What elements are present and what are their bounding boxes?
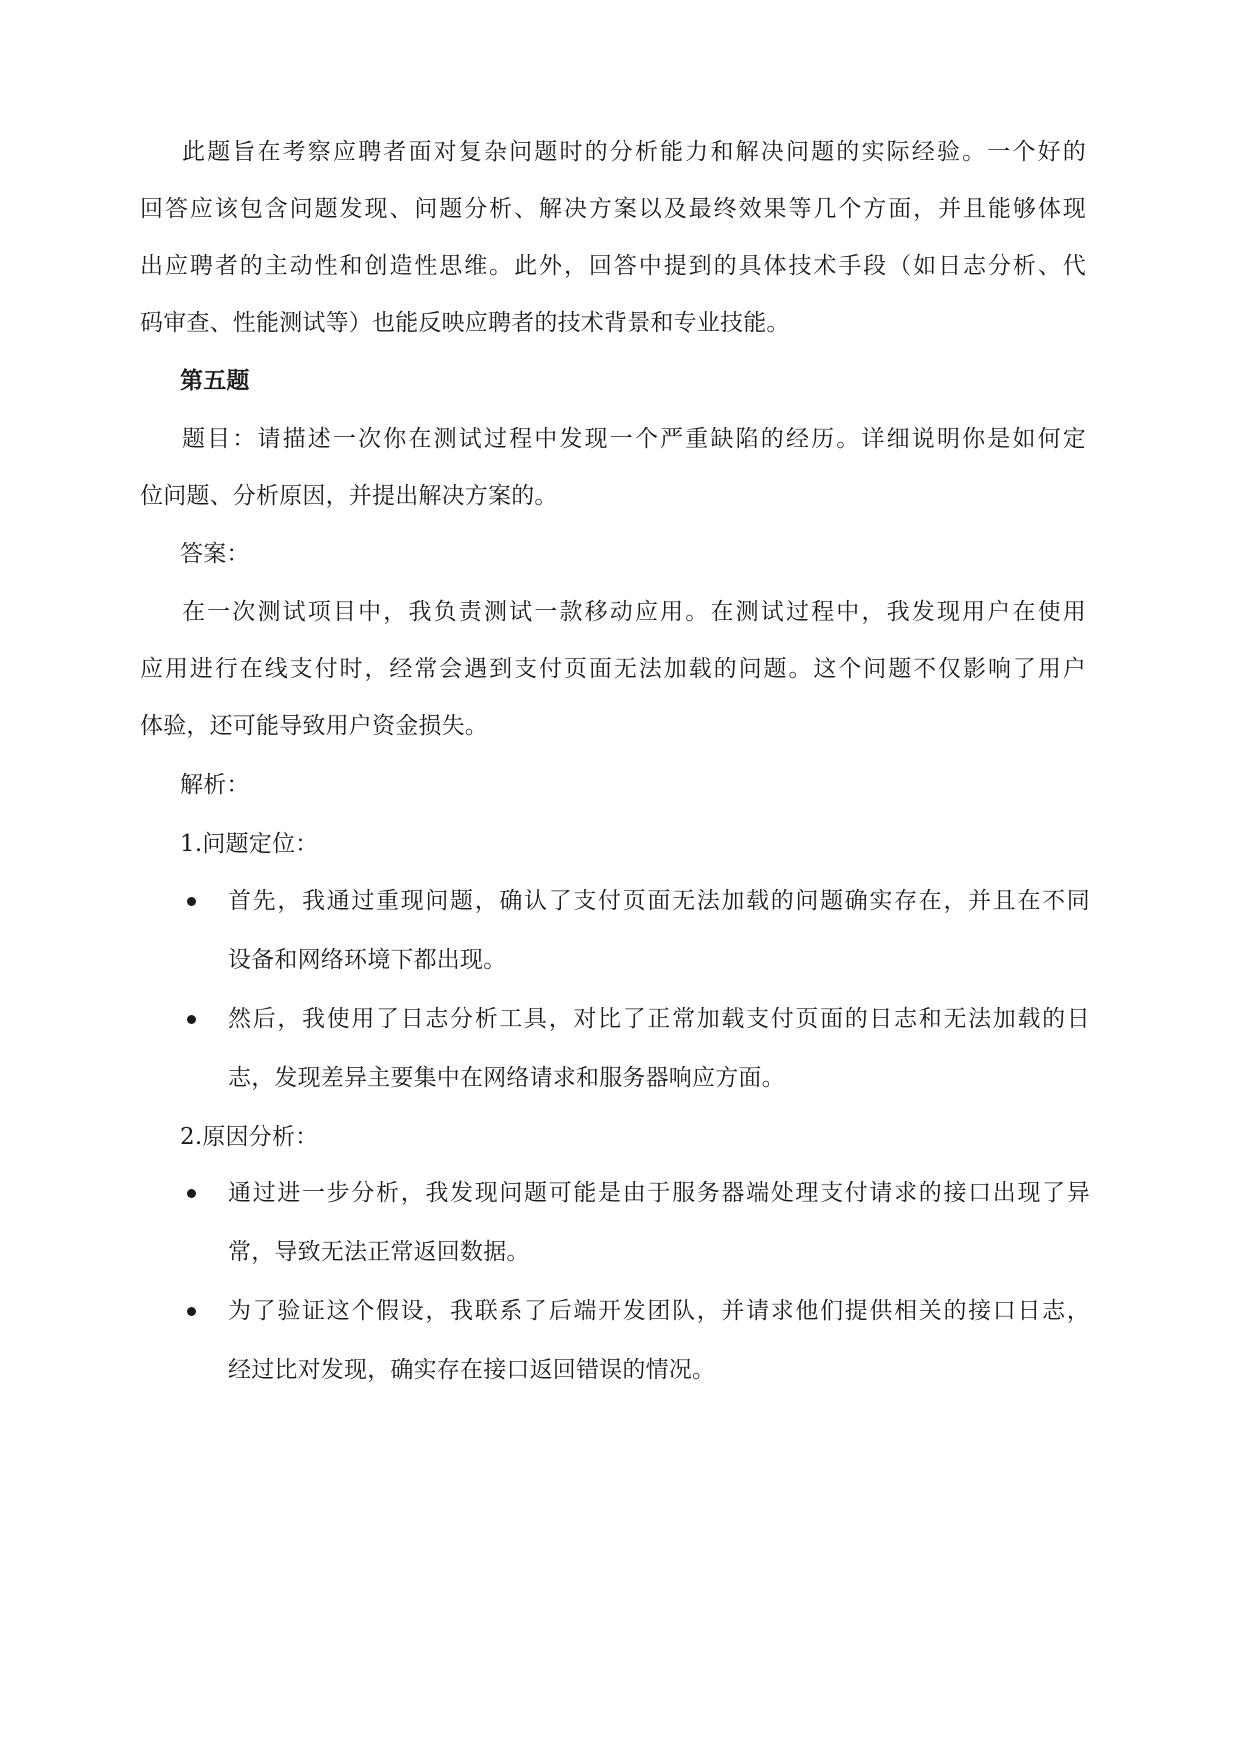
bullet-icon [187,1307,196,1316]
part2-bullet-2-line-2: 经过比对发现，确实存在接口返回错误的情况。 [228,1357,716,1383]
section-heading: 第五题 [180,367,250,394]
part2-heading: 2.原因分析： [180,1124,319,1150]
question-line-2: 位问题、分析原因，并提出解决方案的。 [140,483,558,509]
intro-line-1: 此题旨在考察应聘者面对复杂问题时的分析能力和解决问题的实际经验。一个好的 [180,139,1086,165]
answer-label: 答案： [180,541,250,567]
bullet-icon [187,1189,196,1198]
part2-bullet-2-line-1: 为了验证这个假设，我联系了后端开发团队，并请求他们提供相关的接口日志， [228,1298,1090,1324]
part2-bullet-1-line-2: 常，导致无法正常返回数据。 [228,1239,530,1265]
part1-bullet-2-line-1: 然后，我使用了日志分析工具，对比了正常加载支付页面的日志和无法加载的日 [228,1006,1090,1032]
part1-bullet-1-line-1: 首先，我通过重现问题，确认了支付页面无法加载的问题确实存在，并且在不同 [228,888,1090,914]
answer-line-1: 在一次测试项目中，我负责测试一款移动应用。在测试过程中，我发现用户在使用 [180,599,1086,625]
answer-line-2: 应用进行在线支付时，经常会遇到支付页面无法加载的问题。这个问题不仅影响了用户 [140,656,1086,682]
question-line-1: 题目：请描述一次你在测试过程中发现一个严重缺陷的经历。详细说明你是如何定 [180,426,1086,452]
intro-line-4: 码审查、性能测试等）也能反映应聘者的技术背景和专业技能。 [140,310,790,336]
answer-line-3: 体验，还可能导致用户资金损失。 [140,713,488,739]
analysis-label: 解析： [180,772,250,798]
part1-heading: 1.问题定位： [180,831,319,857]
bullet-icon [187,897,196,906]
part1-bullet-1-line-2: 设备和网络环境下都出现。 [228,947,507,973]
part1-bullet-2-line-2: 志，发现差异主要集中在网络请求和服务器响应方面。 [228,1065,785,1091]
part2-bullet-1-line-1: 通过进一步分析，我发现问题可能是由于服务器端处理支付请求的接口出现了异 [228,1180,1090,1206]
bullet-icon [187,1015,196,1024]
intro-line-3: 出应聘者的主动性和创造性思维。此外，回答中提到的具体技术手段（如日志分析、代 [140,253,1086,279]
intro-line-2: 回答应该包含问题发现、问题分析、解决方案以及最终效果等几个方面，并且能够体现 [140,196,1086,222]
